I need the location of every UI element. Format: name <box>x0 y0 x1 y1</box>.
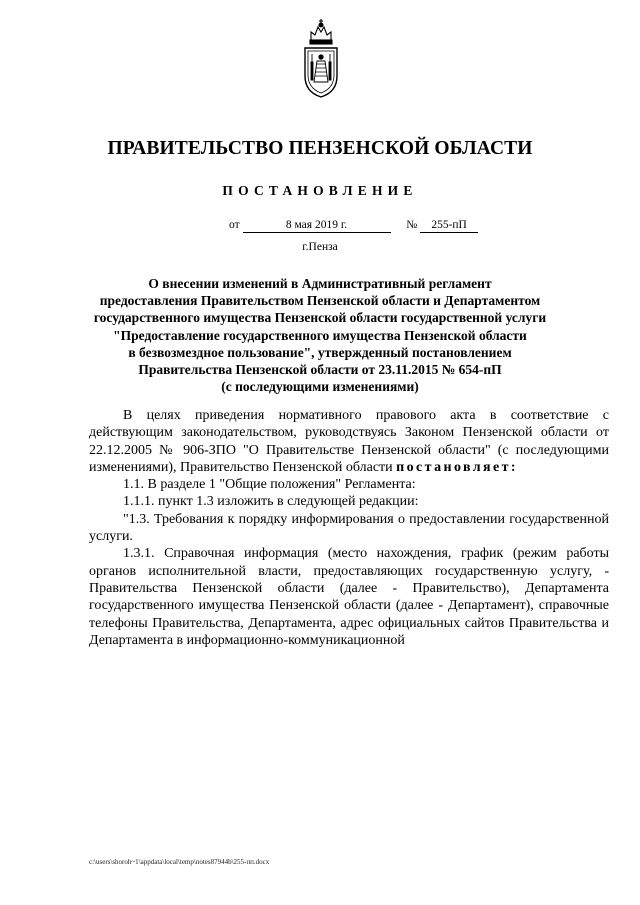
city: г.Пенза <box>302 241 338 253</box>
heading-line: государственного имущества Пензенской области государственной услуги <box>93 310 547 326</box>
resolves-word: постановляет: <box>396 459 518 475</box>
heading-line: О внесении изменений в Административный регламент <box>148 276 492 291</box>
decree-body <box>89 407 609 649</box>
decree-date: 8 мая 2019 г. <box>243 218 391 233</box>
penza-coat-of-arms-icon <box>299 18 343 98</box>
preamble-text: В целях приведения нормативного правового акта в соответствие с действующим законодательством, руководствуясь Законом Пензенской области от 22.12.2005 № 906-ЗПО "О Правительстве Пензенской области" (с последующими изменениями), Правительство Пензенской области <box>89 408 609 475</box>
clause-1-1: 1.1. В разделе 1 "Общие положения" Регламента: <box>123 477 416 493</box>
date-prefix: от <box>229 219 240 231</box>
decree-word: ПОСТАНОВЛЕНИЕ <box>222 183 418 198</box>
heading-line: Правительства Пензенской области от 23.11.2015 № 654-пП <box>138 362 502 378</box>
heading-line: (с последующими изменениями) <box>221 379 419 395</box>
heading-line: "Предоставление государственного имущества Пензенской области <box>113 327 527 343</box>
file-path: c:\users\shoroh~1\appdata\local\temp\notes87944b\255-пп.docx <box>89 858 270 866</box>
heading-line: в безвозмездное пользование", утвержденный постановлением <box>128 344 512 360</box>
clause-1-3: "1.3. Требования к порядку информирования о предоставлении государственной услуги. <box>89 511 609 545</box>
government-title: ПРАВИТЕЛЬСТВО ПЕНЗЕНСКОЙ ОБЛАСТИ <box>107 138 533 159</box>
decree-number: 255-пП <box>420 218 478 233</box>
clause-1-3-1: 1.3.1. Справочная информация (место нахождения, график (режим работы органов исполнительной власти, предоставляющих государственную услугу, - Правительства Пензенской области (далее - Правительство), Департамента государственного имущества Пензенской области (далее - Департамент), справочные телефоны Правительства, Департамента, адрес официальных сайтов Правительства и Департамента в информационно-коммуникационной <box>89 546 609 648</box>
clause-1-1-1: 1.1.1. пункт 1.3 изложить в следующей редакции: <box>123 494 419 510</box>
heading-line: предоставления Правительством Пензенской области и Департаментом <box>99 293 541 309</box>
date-number-line <box>229 218 478 233</box>
decree-heading <box>80 275 560 395</box>
preamble-paragraph <box>89 407 609 476</box>
number-prefix: № <box>406 219 418 231</box>
